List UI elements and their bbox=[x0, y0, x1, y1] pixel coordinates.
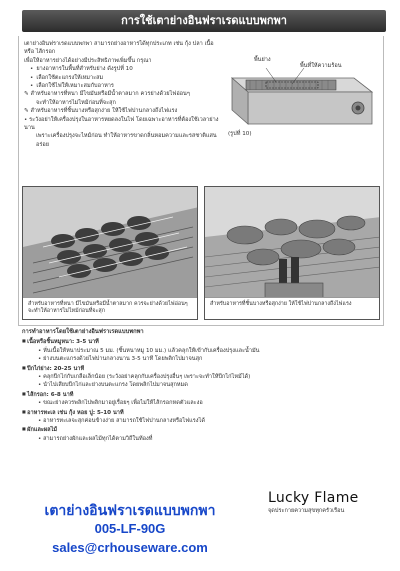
photo-caption-right: สำหรับอาหารที่ชิ้นบางหรือสุกง่าย ให้ใช้ไฟปานกลางถึงไฟแรง bbox=[205, 297, 379, 319]
grill-diagram bbox=[226, 52, 376, 138]
photo-caption-left: สำหรับอาหารที่หนา มีไขมันหรือมีน้ำตาลมาก ควรจะย่างด้วยไฟอ่อนๆ จะทำให้อาหารไม่ไหม้ก่อนที่จะสุก bbox=[23, 297, 197, 319]
step-detail: • หั่นเนื้อให้หนาประมาณ 5 มม. (ชิ้นหนาหมู 10 มม.) แล้วคลุกให้เข้ากับเครื่องปรุงและน้ำมัน bbox=[22, 347, 272, 355]
step-title: ■ ไส้กรอก: 6-8 นาที bbox=[22, 390, 272, 399]
step-detail: • สามารถย่างผักและผลไม้ทุกได้ตามวิถีในท้องที่ bbox=[22, 435, 272, 443]
label-grill-area: พื้นย่าง bbox=[254, 57, 271, 63]
seafood-photo bbox=[205, 187, 380, 299]
intro-line: เตาย่างอินฟราเรดแบบพกพา สามารถย่างอาหารได้ทุกประเภท เช่น กุ้ง ปลา เนื้อ bbox=[24, 41, 214, 47]
brand-tagline: จุดประกายความสุขทุกครัวเรือน bbox=[268, 508, 345, 514]
photo-seafood bbox=[204, 186, 380, 320]
note-line: ✎ สำหรับอาหารที่หนา มีไขมันหรือมีน้ำตาลมาก ควรย่างด้วยไฟอ่อนๆ bbox=[24, 91, 190, 98]
cooking-steps bbox=[22, 328, 272, 443]
intro-bullet: • เลือกใช้ไฟให้เหมาะสมกับอาหาร bbox=[30, 82, 224, 90]
step-title: ■ อาหารทะเล เช่น กุ้ง หอย ปู: 5-10 นาที bbox=[22, 408, 272, 417]
product-name: เตาย่างอินฟราเรดแบบพกพา bbox=[44, 502, 216, 518]
sales-email: sales@crhouseware.com bbox=[52, 540, 208, 555]
figure-caption: (รูปที่ 10) bbox=[228, 131, 252, 137]
photo-skewers bbox=[22, 186, 198, 320]
intro-bullets bbox=[24, 65, 224, 90]
note-line: จะทำให้อาหารไม่ไหม้ก่อนที่จะสุก bbox=[36, 99, 116, 106]
step-title: ■ เนื้อหรือชิ้นหมูหนา: 3-5 นาที bbox=[22, 337, 272, 346]
brand-logo bbox=[268, 490, 380, 515]
product-code: 005-LF-90G bbox=[94, 521, 166, 536]
intro-bullet: • ยางอาหารในพื้นที่สำหรับย่าง ดังรูปที่ 10 bbox=[30, 65, 224, 73]
intro-line: เพื่อให้อาหารย่างได้อย่างมีประสิทธิภาพเพิ่มขึ้น กรุณา bbox=[24, 57, 152, 64]
intro-text bbox=[24, 40, 224, 149]
step-title: ■ ปีกไก่ย่าง: 20-25 นาที bbox=[22, 364, 272, 373]
note-line: • ระวังอย่าให้เครื่องปรุงในอาหารหยดลงในไฟ โดยเฉพาะอาหารที่ต้องใช้เวลาย่างนาน bbox=[24, 116, 219, 132]
skewers-photo bbox=[23, 187, 198, 299]
intro-bullet: • เลือกใช้ตะแกรงให้เหมาะสม bbox=[30, 74, 224, 82]
note-line: ✎ สำหรับอาหารที่ชิ้นบางหรือสุกง่าย ให้ใช้ไฟปานกลางถึงไฟแรง bbox=[24, 108, 178, 115]
step-detail: • นำไปเสียบปีกไก่และย่างบนตะแกรง โดยพลิกไปมาจนสุกหมด bbox=[22, 381, 272, 389]
step-title: ■ ผักและผลไม้ bbox=[22, 425, 272, 434]
section-title: การใช้เตาย่างอินฟราเรดแบบพกพา bbox=[22, 10, 386, 32]
intro-line: หรือ ไส้กรอก bbox=[24, 49, 56, 56]
brand-name: Lucky Flame bbox=[268, 490, 359, 506]
step-detail: • คลุกปีกไก่กับเกลือเล็กน้อย (ระวังอย่าคลุกกับเครื่องปรุงอื่นๆ เพราะจะทำให้ปีกไก่ไหม้ได้) bbox=[22, 373, 272, 381]
photo-row bbox=[22, 186, 380, 320]
step-detail: • ย่างบนตะแกรงด้วยไฟปานกลางนาน 3-5 นาที โดยพลิกไปมาจนสุก bbox=[22, 355, 272, 363]
steps-heading: การทำอาหารโดยใช้เตาย่างอินฟราเรดแบบพกพา bbox=[22, 329, 144, 335]
note-line: เพราะเครื่องปรุงจะไหม้ก่อน ทำให้อาหารขาดกลิ่นหอมความและรสชาติแสนอร่อย bbox=[36, 133, 217, 148]
step-detail: • ขณะย่างควรพลิกไปพลิกมาอยู่เรื่อยๆ เพื่อไม่ให้ไส้กรอกหดตัวและงอ bbox=[22, 399, 272, 407]
step-detail: • อาหารทะเลจะสุกค่อนข้างง่าย สามารถใช้ไฟปานกลางหรือไฟแรงได้ bbox=[22, 417, 272, 425]
label-heating-area: พื้นที่ให้ความร้อน bbox=[300, 63, 342, 69]
